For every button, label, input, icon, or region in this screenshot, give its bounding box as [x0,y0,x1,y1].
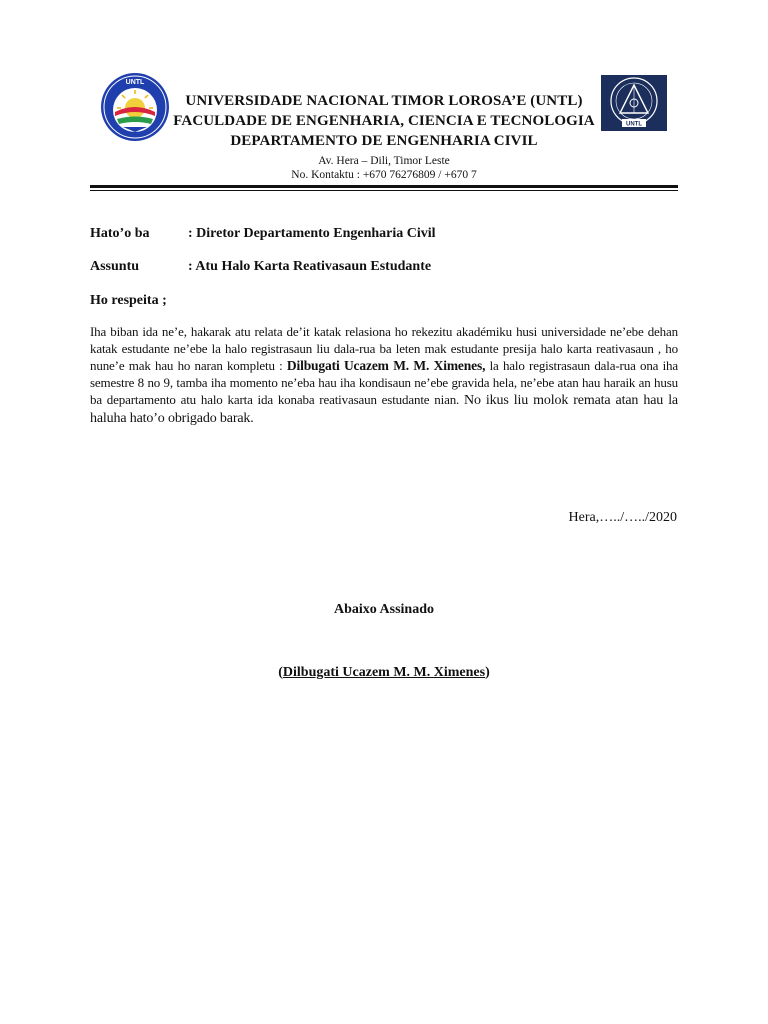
body-text-2: la halo registrasaun dala-rua ona iha semestre 8 no 9, tamba iha momento ne’eba hau iha kondisaun ne’ebe gravida hela, ne’ebe atan hau haraik an husu ba departamento atu halo karta ida konaba reativasaun estudante nian. [90,358,679,407]
signature-block [0,665,768,681]
signature-close: ) [485,665,490,680]
signature-name: Dilbugati Ucazem M. M. Ximenes [282,665,486,680]
signature-open: ( [278,665,283,680]
to-value: : Diretor Departamento Engenharia Civil [188,226,436,241]
subject-value: : Atu Halo Karta Reativasaun Estudante [188,259,432,274]
header-rule-thick [90,185,678,188]
address: Av. Hera – Dili, Timor Leste [318,155,450,167]
department-name: DEPARTAMENTO DE ENGENHARIA CIVIL [230,133,538,149]
logo-left-text: UNTL [125,79,145,86]
body-text-1: Iha biban ida ne’e, hakarak atu relata de’it katak relasiona ho rekezitu akadémiku husi universidade ne’ebe dehan katak estudante ne’ebe la halo registrasaun liu dala-rua ba leten mak estudante presija halo karta reativasaun , ho nune’e mak hau ho naran kompletu : [90,324,678,373]
subject-label: Assuntu [90,259,140,274]
logo-right-text: UNTL [626,121,642,128]
letter-body [90,323,678,427]
to-label: Hato’o ba [90,226,150,241]
body-text-3: No ikus liu molok remata atan hau la haluha hato’o obrigado barak. [90,393,678,426]
header-rule-thin [90,190,678,191]
greeting: Ho respeita ; [90,293,167,308]
signoff: Abaixo Assinado [334,602,434,617]
body-student-name: Dilbugati Ucazem M. M. Ximenes, [286,358,486,373]
contact-numbers: No. Kontaktu : +670 76276809 / +670 7 [291,169,477,181]
university-name: UNIVERSIDADE NACIONAL TIMOR LOROSA’E (UNTL) [185,93,583,109]
letter-date: Hera,…../…../2020 [568,510,677,525]
faculty-name: FACULDADE DE ENGENHARIA, CIENCIA E TECNOLOGIA [173,113,595,129]
